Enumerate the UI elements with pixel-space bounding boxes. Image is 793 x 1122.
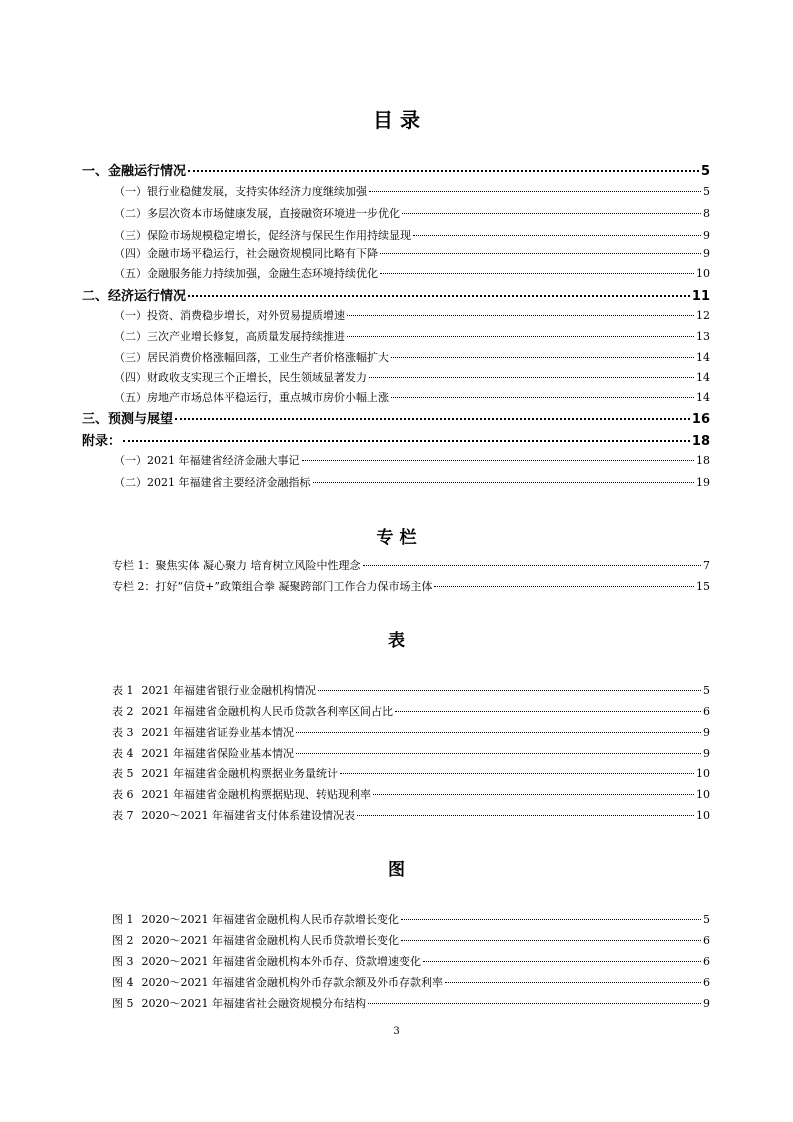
dot-leader (296, 753, 701, 754)
toc-entry[interactable] (114, 369, 710, 385)
table-entry-number: 表 6 (112, 788, 134, 801)
toc-entry-label: （四）财政收支实现三个正增长，民生领域显著发力 (114, 371, 367, 384)
toc-entry[interactable] (114, 474, 710, 490)
toc-entry-page: 13 (696, 330, 710, 343)
table-entry-page: 9 (703, 747, 710, 760)
dot-leader (123, 440, 690, 442)
column-entry[interactable] (112, 578, 710, 594)
figure-entry[interactable] (112, 995, 710, 1011)
figure-entry[interactable] (112, 974, 710, 990)
toc-entry[interactable] (82, 285, 710, 304)
toc-entry-page: 9 (703, 229, 710, 242)
table-entry-number: 表 3 (112, 726, 134, 739)
toc-entry-label: （五）金融服务能力持续加强，金融生态环境持续优化 (114, 267, 378, 280)
figure-entry-title: 2020～2021 年福建省金融机构人民币贷款增长变化 (141, 934, 399, 947)
dot-leader (347, 315, 694, 316)
toc-entry-label: （二）多层次资本市场健康发展，直接融资环境进一步优化 (114, 207, 400, 220)
table-entry[interactable] (112, 682, 710, 698)
dot-leader (401, 919, 701, 920)
table-entry-number: 表 4 (112, 747, 134, 760)
toc-entry-page: 18 (691, 434, 710, 449)
table-entry-label (112, 786, 371, 802)
dot-leader (296, 732, 701, 733)
tables-title: 表 (388, 631, 405, 651)
toc-entry[interactable] (114, 245, 710, 261)
toc-entry[interactable] (82, 430, 710, 449)
dot-leader (401, 940, 701, 941)
table-entry-page: 10 (696, 767, 710, 780)
figure-entry-page: 6 (703, 934, 710, 947)
table-entry-page: 5 (703, 684, 710, 697)
figure-entry[interactable] (112, 932, 710, 948)
toc-entry[interactable] (114, 349, 710, 365)
table-entry-number: 表 7 (112, 809, 134, 822)
dot-leader (369, 191, 701, 192)
figure-entry-number: 图 5 (112, 997, 134, 1010)
table-entry[interactable] (112, 807, 710, 823)
toc-entry-page: 11 (691, 289, 710, 304)
figure-entry-label (112, 995, 366, 1011)
table-entry-label (112, 807, 355, 823)
figure-entry-label (112, 911, 399, 927)
column-entry-label: 专栏 2：打好“信贷+”政策组合拳 凝聚跨部门工作合力保市场主体 (112, 580, 433, 593)
toc-entry[interactable] (114, 205, 710, 221)
toc-entry-label: （二）2021 年福建省主要经济金融指标 (114, 476, 311, 489)
page-number: 3 (393, 1026, 400, 1037)
figure-entry-number: 图 1 (112, 913, 134, 926)
toc-entry-label: 附录： (82, 434, 122, 449)
toc-entry[interactable] (114, 265, 710, 281)
toc-entry-page: 10 (696, 267, 710, 280)
toc-entry[interactable] (114, 389, 710, 405)
toc-entry[interactable] (114, 452, 710, 468)
figure-entry-number: 图 4 (112, 976, 134, 989)
figure-entry-label (112, 932, 399, 948)
column-entry[interactable] (112, 557, 710, 573)
toc-entry-label: （一）银行业稳健发展，支持实体经济力度继续加强 (114, 185, 367, 198)
toc-entry[interactable] (114, 183, 710, 199)
figure-entry[interactable] (112, 911, 710, 927)
toc-entry[interactable] (114, 227, 710, 243)
toc-entry-label: （一）2021 年福建省经济金融大事记 (114, 454, 300, 467)
table-entry[interactable] (112, 745, 710, 761)
toc-entry-label: （五）房地产市场总体平稳运行，重点城市房价小幅上涨 (114, 391, 389, 404)
table-entry-label (112, 682, 316, 698)
dot-leader (445, 982, 701, 983)
figure-entry-label (112, 974, 443, 990)
figure-entry-number: 图 3 (112, 955, 134, 968)
table-entry-title: 2021 年福建省银行业金融机构情况 (141, 684, 316, 697)
table-entry-title: 2021 年福建省证券业基本情况 (141, 726, 294, 739)
dot-leader (380, 253, 701, 254)
dot-leader (357, 815, 694, 816)
dot-leader (423, 961, 701, 962)
dot-leader (434, 586, 694, 587)
column-entry-label: 专栏 1：聚焦实体 凝心聚力 培育树立风险中性理念 (112, 559, 361, 572)
dot-leader (188, 295, 690, 297)
toc-entry-label: （四）金融市场平稳运行，社会融资规模同比略有下降 (114, 247, 378, 260)
figure-entry-number: 图 2 (112, 934, 134, 947)
toc-entry-page: 14 (696, 351, 710, 364)
toc-entry-label: （二）三次产业增长修复，高质量发展持续推进 (114, 330, 345, 343)
table-entry-title: 2021 年福建省金融机构票据贴现、转贴现利率 (141, 788, 371, 801)
figure-entry-title: 2020～2021 年福建省金融机构外币存款余额及外币存款利率 (141, 976, 443, 989)
figure-entry-label (112, 953, 421, 969)
columns-title: 专 栏 (376, 528, 417, 548)
table-entry-title: 2021 年福建省金融机构票据业务量统计 (141, 767, 338, 780)
column-entry-page: 7 (703, 559, 710, 572)
table-entry-title: 2020～2021 年福建省支付体系建设情况表 (141, 809, 355, 822)
figure-entry[interactable] (112, 953, 710, 969)
toc-entry[interactable] (82, 160, 710, 179)
dot-leader (395, 711, 701, 712)
figures-title: 图 (388, 860, 405, 880)
dot-leader (302, 460, 695, 461)
table-entry-label (112, 724, 294, 740)
table-entry-label (112, 703, 393, 719)
column-entry-page: 15 (696, 580, 710, 593)
dot-leader (413, 235, 701, 236)
table-entry-label (112, 765, 338, 781)
table-entry-page: 10 (696, 788, 710, 801)
dot-leader (363, 565, 702, 566)
table-entry-page: 9 (703, 726, 710, 739)
toc-entry-label: 二、经济运行情况 (82, 289, 187, 304)
figure-entry-title: 2020～2021 年福建省金融机构人民币存款增长变化 (141, 913, 399, 926)
toc-entry-page: 8 (703, 207, 710, 220)
toc-entry-label: 一、金融运行情况 (82, 164, 187, 179)
toc-entry-page: 14 (696, 371, 710, 384)
figure-entry-page: 6 (703, 955, 710, 968)
toc-entry-label: （三）保险市场规模稳定增长，促经济与保民生作用持续显现 (114, 229, 411, 242)
toc-entry-page: 18 (696, 454, 710, 467)
dot-leader (391, 357, 694, 358)
table-entry-page: 10 (696, 809, 710, 822)
toc-entry-page: 16 (691, 412, 710, 427)
toc-entry-label: 三、预测与展望 (82, 412, 174, 427)
toc-entry[interactable] (82, 408, 710, 427)
table-entry-title: 2021 年福建省金融机构人民币贷款各利率区间占比 (141, 705, 393, 718)
table-entry-page: 6 (703, 705, 710, 718)
dot-leader (368, 1003, 701, 1004)
dot-leader (340, 773, 694, 774)
dot-leader (347, 336, 694, 337)
dot-leader (175, 418, 690, 420)
toc-entry[interactable] (114, 307, 710, 323)
toc-entry-page: 5 (700, 164, 710, 179)
table-entry-number: 表 2 (112, 705, 134, 718)
table-entry-title: 2021 年福建省保险业基本情况 (141, 747, 294, 760)
table-entry-number: 表 1 (112, 684, 134, 697)
dot-leader (380, 273, 694, 274)
toc-entry-page: 5 (703, 185, 710, 198)
dot-leader (188, 170, 699, 172)
figure-entry-title: 2020～2021 年福建省金融机构本外币存、贷款增速变化 (141, 955, 421, 968)
dot-leader (402, 213, 701, 214)
toc-entry-page: 19 (696, 476, 710, 489)
toc-entry[interactable] (114, 328, 710, 344)
dot-leader (313, 482, 695, 483)
figure-entry-title: 2020～2021 年福建省社会融资规模分布结构 (141, 997, 366, 1010)
table-entry[interactable] (112, 765, 710, 781)
table-entry[interactable] (112, 703, 710, 719)
toc-entry-page: 14 (696, 391, 710, 404)
table-entry-number: 表 5 (112, 767, 134, 780)
table-entry[interactable] (112, 724, 710, 740)
dot-leader (391, 397, 694, 398)
table-entry[interactable] (112, 786, 710, 802)
toc-entry-page: 12 (696, 309, 710, 322)
toc-entry-label: （一）投资、消费稳步增长，对外贸易提质增速 (114, 309, 345, 322)
figure-entry-page: 5 (703, 913, 710, 926)
figure-entry-page: 6 (703, 976, 710, 989)
toc-title: 目 录 (373, 108, 420, 132)
figure-entry-page: 9 (703, 997, 710, 1010)
dot-leader (369, 377, 694, 378)
dot-leader (373, 794, 694, 795)
toc-entry-label: （三）居民消费价格涨幅回落，工业生产者价格涨幅扩大 (114, 351, 389, 364)
toc-entry-page: 9 (703, 247, 710, 260)
table-entry-label (112, 745, 294, 761)
dot-leader (318, 690, 701, 691)
